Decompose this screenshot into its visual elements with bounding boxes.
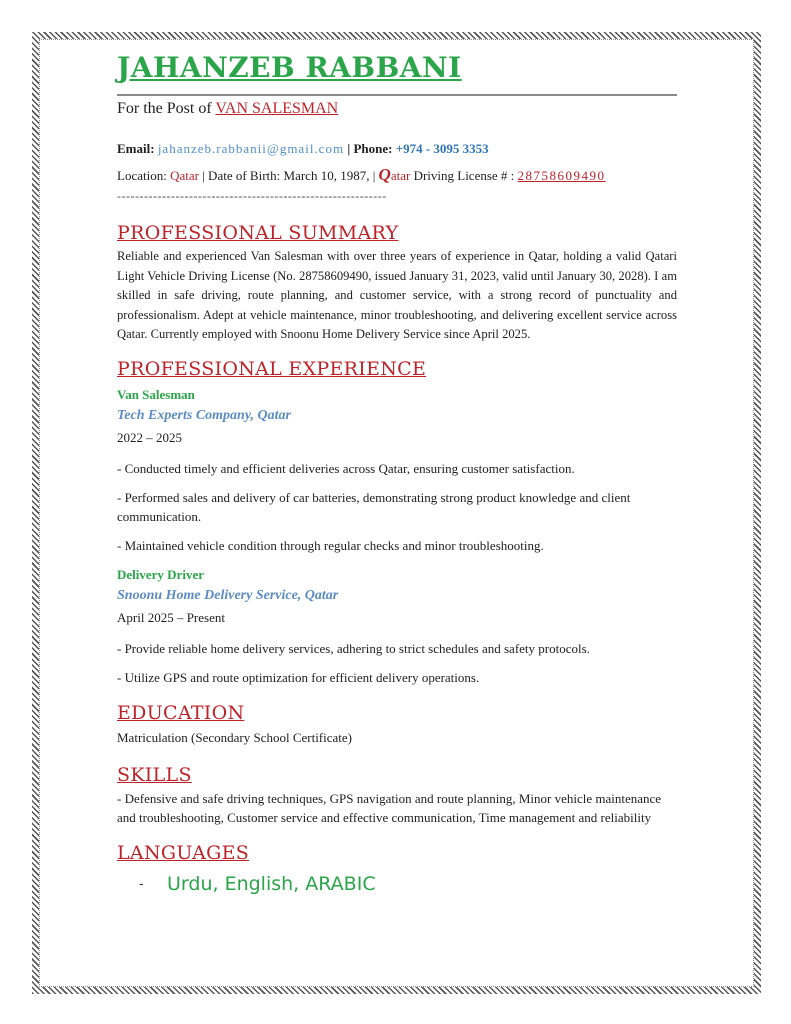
job-dates: 2022 – 2025 — [117, 429, 182, 445]
experience-heading: PROFESSIONAL EXPERIENCE — [117, 357, 427, 380]
header-divider — [117, 94, 677, 96]
license-label: Driving License # : — [410, 168, 518, 183]
job-title: Van Salesman — [117, 386, 195, 402]
job-company: Tech Experts Company, Qatar — [117, 407, 291, 423]
education-section — [117, 701, 677, 749]
post-prefix: For the Post of — [117, 100, 216, 117]
contact-line-2 — [117, 162, 677, 189]
languages-row — [117, 873, 677, 895]
job-entry — [117, 385, 677, 555]
job-bullet: - Maintained vehicle condition through regular checks and minor troubleshooting. — [117, 537, 544, 553]
job-bullet: - Utilize GPS and route optimization for efficient delivery operations. — [117, 669, 480, 685]
contact-block — [117, 136, 677, 203]
languages-section — [117, 841, 677, 895]
job-dates: April 2025 – Present — [117, 609, 225, 625]
date-of-birth: | Date of Birth: March 10, 1987, | — [198, 168, 379, 183]
experience-section — [117, 357, 677, 687]
job-bullet: - Conducted timely and efficient deliveries across Qatar, ensuring customer satisfaction. — [117, 460, 575, 476]
job-bullet: - Provide reliable home delivery services, adhering to strict schedules and safety protocols. — [117, 640, 590, 656]
job-company: Snoonu Home Delivery Service, Qatar — [117, 587, 339, 603]
phone-number: +974 - 3095 3353 — [395, 141, 489, 156]
phone-label: Phone: — [353, 141, 396, 156]
post-role: VAN SALESMAN — [215, 100, 339, 117]
email-link[interactable]: jahanzeb.rabbanii@gmail.com — [157, 141, 345, 156]
summary-section — [117, 221, 677, 345]
post-line — [117, 100, 677, 122]
education-text: Matriculation (Secondary School Certificate) — [117, 729, 353, 745]
languages-text: Urdu, English, ARABIC — [167, 872, 376, 895]
license-country-initial: Q — [378, 165, 391, 184]
license-country-rest: atar — [390, 168, 411, 183]
contact-dashes: ------------------------------------------------------------ — [117, 189, 387, 203]
languages-dash: - — [139, 876, 144, 892]
email-label: Email: — [117, 141, 158, 156]
location-label: Location: — [117, 168, 171, 183]
languages-heading: LANGUAGES — [117, 841, 250, 864]
skills-section — [117, 763, 677, 827]
summary-text: Reliable and experienced Van Salesman with over three years of experience in Qatar, holding a valid Qatari Light Vehicle Driving License (No. 28758609490, issued January 31, 2023, valid until January 30, 2028). I am skilled in safe driving, route planning, and customer service, with a strong record of punctuality and professionalism. Adept at vehicle maintenance, minor troubleshooting, and delivering excellent service across Qatar. Currently employed with Snoonu Home Delivery Service since April 2025. — [117, 249, 677, 341]
contact-separator: | — [344, 141, 354, 156]
skills-text: - Defensive and safe driving techniques, GPS navigation and route planning, Minor vehicle maintenance and troubleshooting, Customer service and effective communication, Time management and reliability — [117, 790, 662, 825]
license-number: 28758609490 — [517, 168, 606, 183]
job-entry — [117, 565, 677, 687]
education-heading: EDUCATION — [117, 701, 245, 724]
job-title: Delivery Driver — [117, 566, 204, 582]
candidate-name: JAHANZEB RABBANI — [117, 51, 462, 84]
skills-heading: SKILLS — [117, 763, 192, 786]
location-value: Qatar — [170, 168, 199, 183]
resume-content — [117, 50, 677, 895]
job-bullet: - Performed sales and delivery of car batteries, demonstrating strong product knowledge and client communication. — [117, 489, 631, 524]
contact-line-1 — [117, 136, 677, 162]
summary-heading: PROFESSIONAL SUMMARY — [117, 222, 399, 244]
